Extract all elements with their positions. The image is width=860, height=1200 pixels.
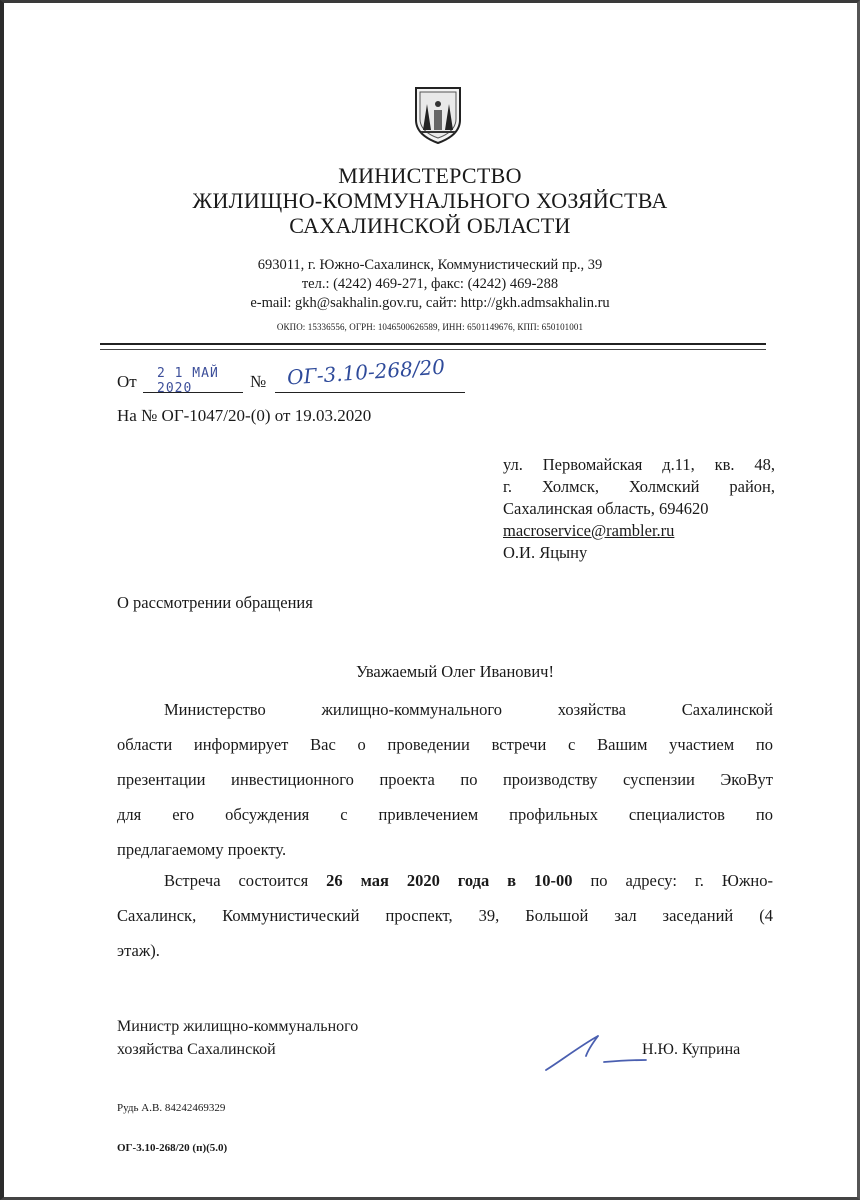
handwritten-signature xyxy=(540,1028,650,1076)
number-label: № xyxy=(250,372,267,391)
handwritten-number: ОГ-3.10-268/20 xyxy=(286,354,446,390)
paragraph-2-line3: этаж). xyxy=(117,941,160,960)
signer-title-line2: хозяйства Сахалинской xyxy=(117,1041,276,1058)
org-registration-codes: ОКПО: 15336556, ОГРН: 1046500626589, ИНН: 6501149676, КПП: 650101001 xyxy=(276,322,584,332)
paragraph-1-line: Министерство жилищно-коммунального хозяйства Сахалинской xyxy=(164,700,773,719)
paragraph-2-line2: Сахалинск, Коммунистический проспект, 39, Большой зал заседаний (4 xyxy=(117,906,773,925)
recipient-name: О.И. Яцыну xyxy=(503,543,588,562)
letter-subject: О рассмотрении обращения xyxy=(117,593,313,612)
recipient-street: ул. Первомайская д.11, кв. 48, xyxy=(503,455,775,474)
paragraph-1-line: для его обсуждения с привлечением профильных специалистов по xyxy=(117,805,773,824)
from-label: От xyxy=(117,372,137,391)
reply-reference: На № ОГ-1047/20-(0) от 19.03.2020 xyxy=(117,406,372,425)
recipient-city: г. Холмск, Холмский район, xyxy=(503,477,775,496)
paragraph-1-line: области информирует Вас о проведении встречи с Вашим участием по xyxy=(117,735,773,754)
signer-title-line1: Министр жилищно-коммунального xyxy=(117,1018,359,1035)
paragraph-2-line1 xyxy=(117,863,773,898)
meeting-intro: Встреча состоится xyxy=(164,871,327,890)
letter-greeting: Уважаемый Олег Иванович! xyxy=(356,662,554,681)
date-stamp: 2 1 МАЙ 2020 xyxy=(157,366,219,396)
recipient-region: Сахалинская область, 694620 xyxy=(503,499,709,518)
document-code: ОГ-3.10-268/20 (п)(5.0) xyxy=(117,1142,228,1154)
org-email-site: e-mail: gkh@sakhalin.gov.ru, сайт: http://gkh.admsakhalin.ru xyxy=(250,295,610,311)
signer-name: Н.Ю. Куприна xyxy=(642,1041,741,1058)
org-address: 693011, г. Южно-Сахалинск, Коммунистический пр., 39 xyxy=(257,257,603,273)
header-divider-thin xyxy=(100,349,766,350)
number-field xyxy=(275,354,465,393)
org-name-line3: САХАЛИНСКОЙ ОБЛАСТИ xyxy=(289,213,571,238)
org-name-line1: МИНИСТЕРСТВО xyxy=(338,163,522,188)
executor-contact: Рудь А.В. 84242469329 xyxy=(117,1102,226,1114)
paragraph-1-line: презентации инвестиционного проекта по производству суспензии ЭкоВут xyxy=(117,770,773,789)
org-name-line2: ЖИЛИЩНО-КОММУНАЛЬНОГО ХОЗЯЙСТВА xyxy=(192,188,668,213)
paragraph-1-line: предлагаемому проекту. xyxy=(117,840,287,859)
meeting-datetime: 26 мая 2020 года в 10-00 xyxy=(326,871,573,890)
sakhalin-coat-of-arms-icon xyxy=(413,86,463,144)
date-field xyxy=(143,366,243,396)
meeting-address-intro: по адресу: г. Южно- xyxy=(572,871,773,890)
org-phones: тел.: (4242) 469-271, факс: (4242) 469-288 xyxy=(301,276,559,292)
recipient-email-link[interactable]: macroservice@rambler.ru xyxy=(503,521,675,540)
header-divider xyxy=(100,343,766,345)
